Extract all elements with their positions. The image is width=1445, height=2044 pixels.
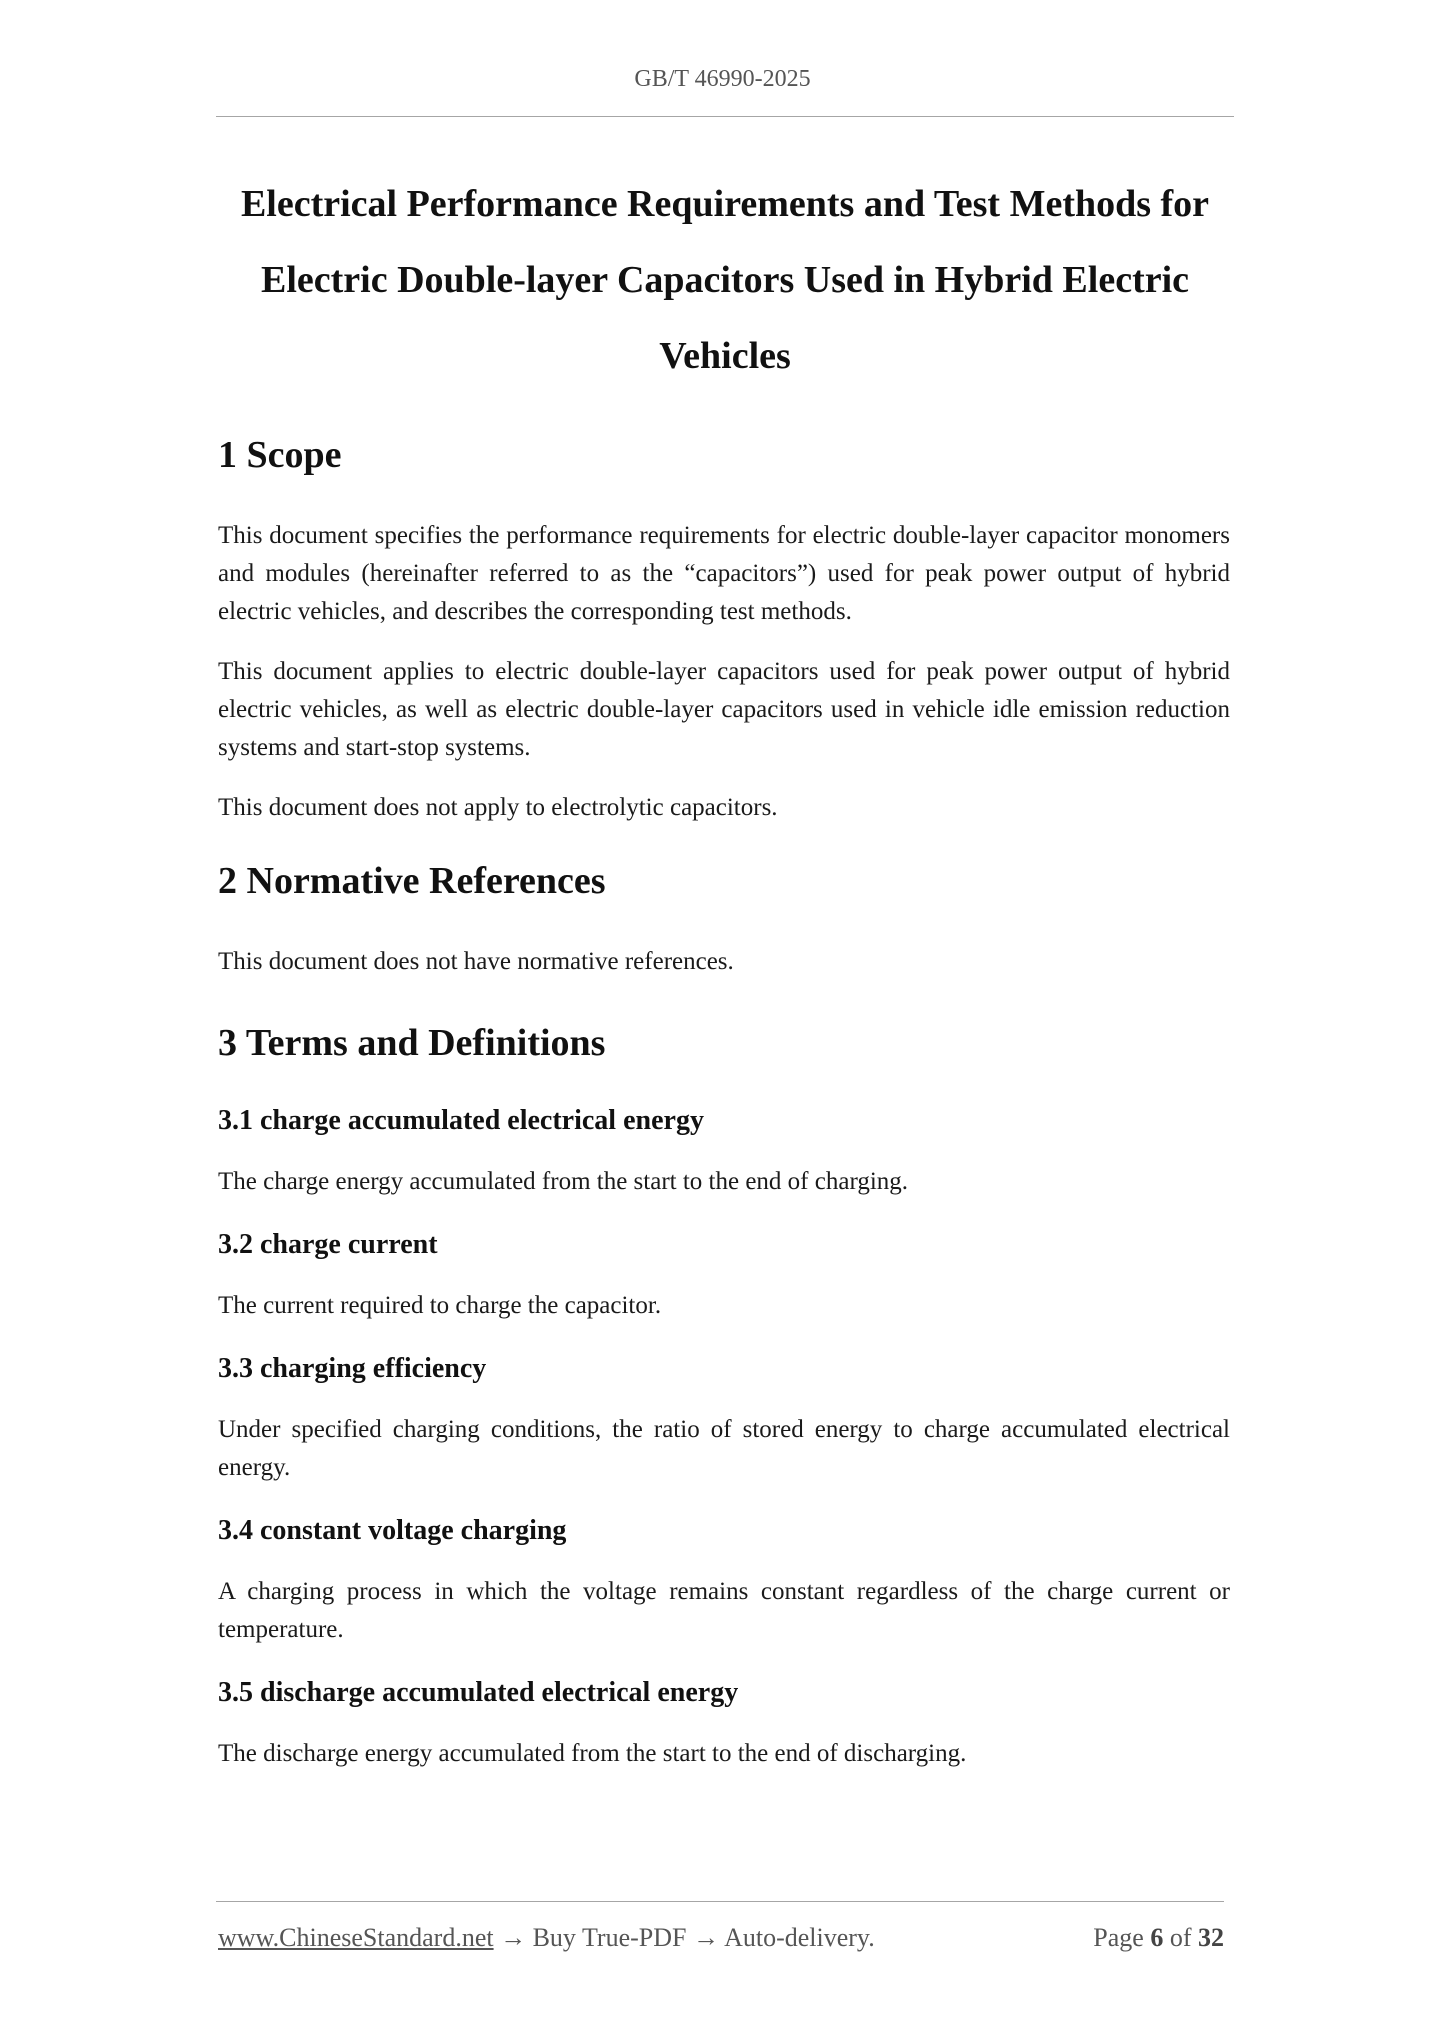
- document-body: [218, 425, 1230, 1773]
- paragraph: This document does not apply to electrolytic capacitors.: [218, 794, 778, 821]
- term-entry: [218, 1673, 1230, 1773]
- term-definition: The charge energy accumulated from the start to the end of charging.: [218, 1168, 909, 1195]
- term-definition: The current required to charge the capacitor.: [218, 1292, 662, 1319]
- page-current: 6: [1150, 1923, 1164, 1952]
- section-normative-references: [218, 851, 1230, 981]
- auto-delivery-text: Auto-delivery.: [724, 1923, 875, 1952]
- arrow-right-icon: →: [500, 1923, 527, 1952]
- section-heading: 2 Normative References: [218, 860, 606, 902]
- page-number: [1093, 1923, 1224, 1953]
- header-divider: [216, 116, 1234, 117]
- term-heading: 3.5 discharge accumulated electrical energy: [218, 1677, 739, 1708]
- section-heading: 1 Scope: [218, 434, 342, 476]
- paragraph: This document does not have normative references.: [218, 948, 734, 975]
- term-heading: 3.1 charge accumulated electrical energy: [218, 1105, 704, 1136]
- term-definition: The discharge energy accumulated from the start to the end of discharging.: [218, 1740, 967, 1767]
- term-entry: [218, 1511, 1230, 1649]
- section-heading: 3 Terms and Definitions: [218, 1022, 606, 1064]
- term-heading: 3.2 charge current: [218, 1229, 438, 1260]
- section-terms-definitions: [218, 1013, 1230, 1773]
- term-definition: A charging process in which the voltage remains constant regardless of the charge current or temperature.: [218, 1578, 1230, 1643]
- page-label: Page: [1093, 1923, 1144, 1952]
- buy-true-pdf-text: Buy True-PDF: [532, 1923, 687, 1952]
- term-heading: 3.4 constant voltage charging: [218, 1515, 567, 1546]
- paragraph: This document specifies the performance requirements for electric double-layer capacitor monomers and modules (hereinafter referred to as the “capacitors”) used for peak power output of hybrid electric vehicles, and describes the corresponding test methods.: [218, 522, 1230, 625]
- term-heading: 3.3 charging efficiency: [218, 1353, 487, 1384]
- page-total: 32: [1198, 1923, 1224, 1952]
- standard-code: GB/T 46990-2025: [634, 66, 811, 92]
- term-entry: [218, 1349, 1230, 1487]
- term-entry: [218, 1225, 1230, 1325]
- website-link[interactable]: www.ChineseStandard.net: [218, 1923, 494, 1952]
- term-entry: [218, 1101, 1230, 1201]
- document-title: Electrical Performance Requirements and Test Methods for Electric Double-layer Capacitors Used in Hybrid Electric Vehicles: [240, 183, 1210, 377]
- footer-promo: [218, 1923, 875, 1953]
- paragraph: This document applies to electric double-layer capacitors used for peak power output of hybrid electric vehicles, as well as electric double-layer capacitors used in vehicle idle emission reduction systems and start-stop systems.: [218, 658, 1230, 761]
- of-label: of: [1169, 1923, 1192, 1952]
- arrow-right-icon: →: [693, 1923, 719, 1952]
- section-scope: [218, 425, 1230, 827]
- term-definition: Under specified charging conditions, the ratio of stored energy to charge accumulated electrical energy.: [218, 1416, 1230, 1481]
- footer-divider: [216, 1901, 1224, 1902]
